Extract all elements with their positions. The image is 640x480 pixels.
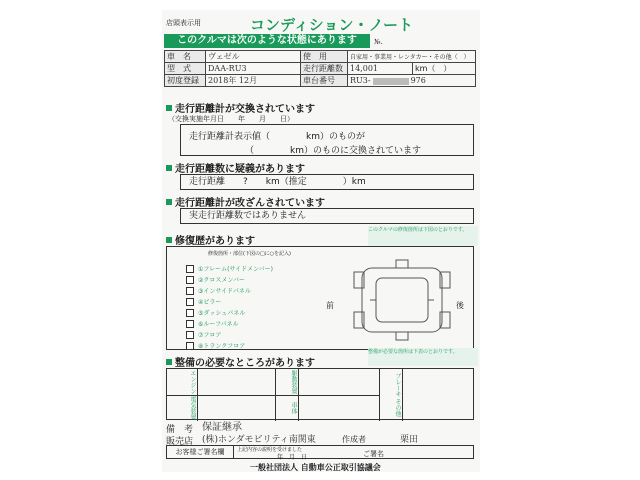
repair-item: ②クロスメンバー [186, 275, 245, 284]
mileage-unit: km（ ） [413, 63, 476, 75]
repair-note: 修復箇所・部位(下図の□に○を記入) [208, 251, 291, 257]
odo-tampered-heading: 走行距離計が改ざんされています [166, 194, 325, 209]
odo-replaced-box [180, 124, 474, 156]
status-banner: このクルマは次のような状態にあります [164, 34, 370, 48]
dealer-label: 販売店 [166, 437, 194, 447]
remarks-label: 備 考 [166, 425, 194, 435]
rear-label: 後 [456, 301, 464, 310]
vehicle-info-table [164, 50, 476, 87]
author-value: 栗田 [400, 435, 419, 445]
dealer-value: (株)ホンダモビリティ南関東 [202, 435, 316, 445]
front-label: 前 [326, 301, 334, 310]
brake-label: ブレーキ その他 [379, 369, 403, 421]
model-value: DAA-RU3 [206, 63, 301, 75]
reference-number: №. [374, 38, 383, 46]
table-row [165, 63, 476, 75]
name-value: ヴェゼル [206, 51, 301, 63]
odo-replaced-heading: 走行距離計が交換されています [166, 100, 315, 115]
organization-name: 一般社団法人 自動車公正取引協議会 [250, 463, 381, 472]
maintenance-heading: 整備の必要なところがあります [166, 354, 315, 369]
remarks-value: 保証継承 [202, 422, 242, 433]
document-title: コンディション・ノート [250, 16, 414, 34]
repair-item: ①フレーム(サイドメンバー) [186, 264, 273, 273]
signature-date: 年 月 日 [277, 454, 308, 461]
repair-item: ⑤ダッシュパネル [186, 308, 245, 317]
model-label: 型 式 [165, 63, 206, 75]
repair-side-note: このクルマの修復箇所は下図のとおりです。 [368, 226, 478, 246]
signature-note: 上記内容の説明を受けました [237, 447, 303, 453]
name-label: 車 名 [165, 51, 206, 63]
replacement-date: （交換実施年月日 年 月 日） [168, 115, 294, 123]
use-value: 自家用・事業用・レンタカー・その他（ ） [348, 51, 476, 63]
odo-doubt-heading: 走行距離数に疑義があります [166, 160, 305, 175]
repair-item: ⑦フロア [186, 330, 221, 339]
drive-label: 駆動装置 [275, 369, 299, 396]
store-display-label: 店頭表示用 [166, 19, 201, 27]
engine-label: エンジン [167, 369, 198, 396]
table-row [165, 75, 476, 87]
repair-item: ⑧トランクフロア [186, 341, 245, 350]
redaction-mark [373, 78, 409, 85]
mileage-value: 14,001 [348, 63, 413, 75]
repair-item: ④ピラー [186, 297, 221, 306]
mileage-label: 走行距離数 [301, 63, 348, 75]
signature-box [166, 445, 474, 459]
car-diagram-icon [340, 258, 464, 342]
odo-replaced-line1: 走行距離計表示値（ km）のものが [189, 132, 365, 142]
registration-label: 初度登録 [165, 75, 206, 87]
maintenance-table [166, 368, 474, 420]
odo-replaced-line2: （ km）のものに交換されています [245, 146, 421, 156]
repair-history-heading: 修復歴があります [166, 232, 255, 247]
body-label: 車体 [275, 395, 299, 421]
signature-name: ご署名 [363, 450, 384, 458]
author-label: 作成者 [342, 435, 366, 444]
table-row [165, 51, 476, 63]
odo-tampered-box: 実走行距離数ではありません [180, 208, 474, 224]
odo-doubt-box: 走行距離 ? km（推定 ）km [180, 174, 474, 190]
electric-label: 電気装置 [167, 395, 198, 421]
use-label: 使 用 [301, 51, 348, 63]
repair-item: ③インサイドパネル [186, 286, 251, 295]
signature-label: お客様ご署名欄 [167, 446, 234, 458]
chassis-label: 車台番号 [301, 75, 348, 87]
chassis-value: RU3- 976 [348, 75, 476, 87]
maintenance-side-note: 整備が必要な箇所は下表のとおりです。 [368, 348, 478, 366]
registration-value: 2018年 12月 [206, 75, 301, 87]
condition-note-sheet [162, 10, 480, 472]
repair-item: ⑥ルーフパネル [186, 319, 239, 328]
row-divider [167, 395, 379, 396]
